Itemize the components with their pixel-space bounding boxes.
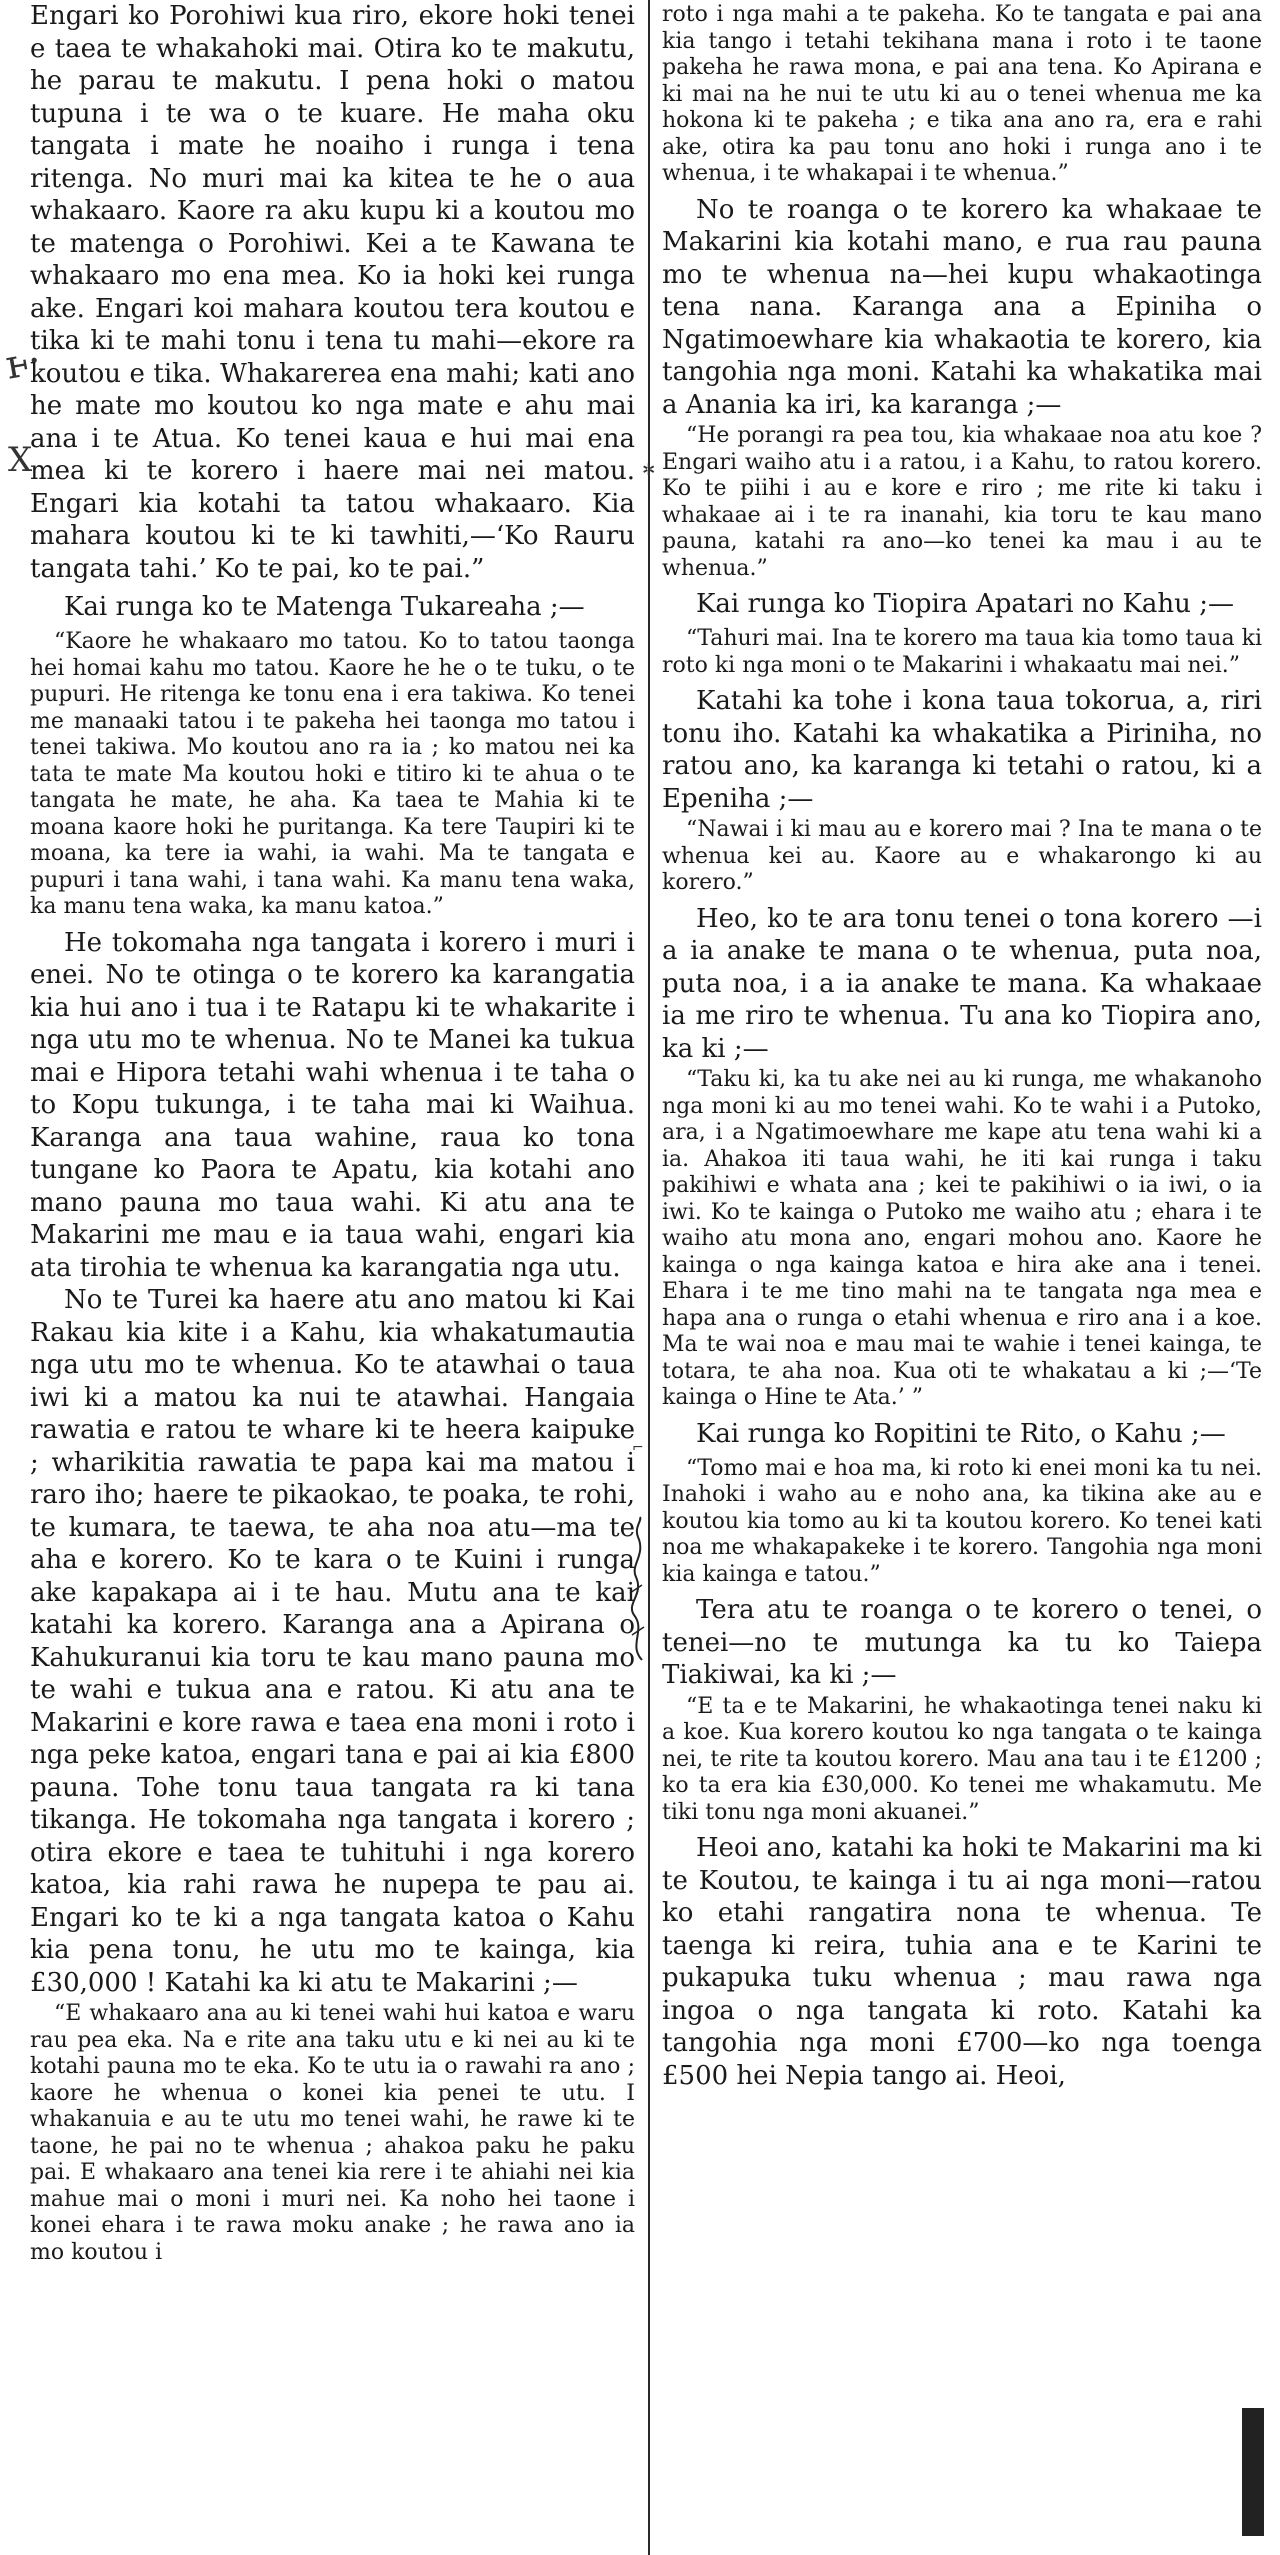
margin-bracket-mark: ⌐ <box>632 1440 644 1456</box>
right-column <box>662 0 1262 2092</box>
column-rule <box>648 0 650 2555</box>
body-paragraph: Heoi ano, katahi ka hoki te Makarini ma ki te Koutou, te kainga i tu ai nga moni—ratou ko etahi rangatira nona te whenua. Te taenga ki reira, tuhia ana e te Karini te pukapuka tuku whenua ; mau rawa nga ingoa o nga tangata ki roto. Katahi ka tangohia nga moni £700—ko nga toenga £500 hei Nepia tango ai. Heoi, <box>662 1833 1262 2091</box>
body-paragraph: Heo, ko te ara tonu tenei o tona korero —i a ia anake te mana o te whenua, puta noa, puta noa, i a ia anake te mana. Ka whakaae ia me riro te whenua. Tu ana ko Tiopira ano, ka ki ;— <box>662 903 1262 1064</box>
margin-x-mark: X <box>8 440 33 480</box>
body-paragraph: No te Turei ka haere atu ano matou ki Kai Rakau kia kite i a Kahu, kia whakatumautia nga utu mo te whenua. Ko te atawhai o taua iwi ki a matou ka nui te atawhai. Hangaia rawatia e ratou te whare ki te heera kaipuke ; wharikitia rawatia te papa kai ma matou i raro iho; haere te pikaokao, te poaka, te rohi, te kumara, te taewa, te aha noa atu—ma te aha e korero. Ko te kara o te Kuini i runga ake kapakapa ai i te hau. Mutu ana te kai katahi ka korero. Karanga ana a Apirana o Kahukuranui kia toru te kau mano pauna mo te wahi e tukua ana e ratou. Ki atu ana te Makarini e kore rawa e taea ena moni i roto i nga peke katoa, engari tana e pai ai kia £800 pauna. Tohe tonu taua tangata ra ki tana tikanga. He tokomaha nga tangata i korero ; otira ekore e taea te tuhituhi i nga korero katoa, kia rahi rawa he nupepa te pau ai. Engari ko te ki a nga tangata katoa o Kahu kia pena tonu, he utu mo te kainga, kia £30,000 ! Katahi ka ki atu te Makarini ;— <box>30 1285 635 1998</box>
quoted-speech: “Taku ki, ka tu ake nei au ki runga, me whakanoho nga moni ki au mo tenei wahi. Ko te wahi i a Putoko, ara, i a Ngatimoewhare me kape atu tena wahi ki a ia. Ahakoa iti taua wahi, he iti kai runga i taku pakihiwi e whata ana ; kei te pakihiwi o ia iwi, o ia iwi. Ko te kainga o Putoko me waiho atu ; ehara i te waiho atu mona ano, engari mohou ano. Kaore he kainga o nga kainga katoa e hira ake ana i tenei. Ehara i te me tino mahi na te tangata nga mea e hapa ana o runga o etahi whenua e riro ana i a koe. Ma te wai noa e mau mai te wahie i tenei kainga, te totara, te aha noa. Kua oti te whakatau a ki ;—‘Te kainga o Hine te Ata.’ ” <box>662 1067 1262 1410</box>
scan-edge-tab <box>1242 2408 1264 2536</box>
quoted-speech: “Tahuri mai. Ina te korero ma taua kia tomo taua ki roto ki nga moni o te Makarini i whakaatu mai nei.” <box>662 626 1262 678</box>
quoted-speech: “Nawai i ki mau au e korero mai ? Ina te mana o te whenua kei au. Kaore au e whakarongo ki au korero.” <box>662 817 1262 895</box>
body-paragraph: Tera atu te roanga o te korero o tenei, o tenei—no te mutunga ka tu ko Taiepa Tiakiwai, ka ki ;— <box>662 1595 1262 1690</box>
body-paragraph: Engari ko Porohiwi kua riro, ekore hoki tenei e taea te whakahoki mai. Otira ko te makutu, he parau te makutu. I pena hoki o matou tupuna i te wa o te kuare. He maha oku tangata i mate he noaiho i runga i tena ritenga. No muri mai ka kitea te he o aua whakaaro. Kaore ra aku kupu ki a koutou mo te matenga o Porohiwi. Kei a te Kawana te whakaaro mo ena mea. Ko ia hoki kei runga ake. Engari koi mahara koutou tera koutou e tika ki te mahi tonu i tena tu mahi—ekore ra koutou e tika. Whakarerea ena mahi; kati ano he mate mo koutou ko nga mate e ahu mai ana i te Atua. Ko tenei kaua e hui mai ena mea ki te korero i haere mai nei matou. Engari kia kotahi ta tatou whakaaro. Kia mahara koutou ki te ki tawhiti,—‘Ko Rauru tangata tahi.’ Ko te pai, ko te pai.” <box>30 1 635 584</box>
quoted-speech: “E whakaaro ana au ki tenei wahi hui katoa e waru rau pea eka. Na e rite ana taku utu e ki nei au ki te kotahi pauna mo te eka. Ko te utu ia o rawahi ra ano ; kaore he whenua o konei kia penei te utu. I whakanuia e au te utu mo tenei wahi, he rawe ki te taone, he pai no te whenua ; ahakoa paku he paku pai. E whakaaro ana tenei kia rere i te ahiahi nei kia mahue mai o moni i muri nei. Ka noho hei taone i konei ehara i te rawa moku anake ; he rawa ano ia mo koutou i <box>30 2001 635 2265</box>
quoted-speech: “Tomo mai e hoa ma, ki roto ki enei moni ka tu nei. Inahoki i waho au e noho ana, ka tikina ake au e koutou kia tomo au ki ta koutou korero. Ko tenei kati noa me whakapakeke i te korero. Tangohia nga moni kia kainga e tatou.” <box>662 1455 1262 1587</box>
margin-star-mark: ✲ <box>642 460 656 479</box>
left-column <box>30 0 635 2272</box>
body-paragraph: No te roanga o te korero ka whakaae te Makarini kia kotahi mano, e rua rau pauna mo te whenua na—hei kupu whakaotinga tena nana. Karanga ana a Epiniha o Ngatimoewhare kia whakaotia te korero, kia tangohia nga moni. Katahi ka whakatika mai a Anania ka iri, ka karanga ;— <box>662 194 1262 420</box>
body-paragraph: He tokomaha nga tangata i korero i muri i enei. No te otinga o te korero ka karangatia kia hui ano i tua i te Ratapu ki te whakarite i nga utu mo te whenua. No te Manei ka tukua mai e Hipora tetahi wahi whenua i te taha o to Kopu tukunga, i te taha mai ki Waihua. Karanga ana taua wahine, raua ko tona tungane ko Paora te Apatu, kia kotahi ano mano pauna mo taua wahi. Ki atu ana te Makarini me mau e ia taua wahi, engari kia ata tirohia te whenua ka karangatia nga utu. <box>30 927 635 1283</box>
quoted-speech: roto i nga mahi a te pakeha. Ko te tangata e pai ana kia tango i tetahi tekihana mana i roto i te taone pakeha he rawa mona, e pai ana tena. Ko Apirana e ki mai na he nui te utu ki au o tenei whenua me ka hokona ki te pakeha ; e tika ana ano ra, era e rahi ake, otira ka pau tonu ano hoki i runga ano i te whenua, i te whakapai i te whenua.” <box>662 2 1262 186</box>
speaker-heading: Kai runga ko Ropitini te Rito, o Kahu ;— <box>696 1418 1226 1449</box>
quoted-speech: “He porangi ra pea tou, kia whakaae noa atu koe ? Engari waiho atu i a ratou, i a Kahu, to ratou korero. Ko te piihi i au e kore e riro ; me rite ki taku i whakaae ai i te ra inanahi, kia toru te kau mano pauna, katahi ra ano—ko tenei ka mau i au te whenua.” <box>662 423 1262 581</box>
quoted-speech: “E ta e te Makarini, he whakaotinga tenei naku ki a koe. Kua korero koutou ko nga tangata o te kainga nei, te rite ta koutou korero. Mau ana tau i te £1200 ; ko ta era kia £30,000. Ko tenei me whakamutu. Me tiki tonu nga moni akuanei.” <box>662 1693 1262 1825</box>
margin-pencil-mark: ⱶ· <box>2 337 45 389</box>
speaker-heading: Kai runga ko Tiopira Apatari no Kahu ;— <box>696 589 1234 619</box>
speaker-heading: Kai runga ko te Matenga Tukareaha ;— <box>64 592 585 622</box>
body-paragraph: Katahi ka tohe i kona taua tokorua, a, riri tonu iho. Katahi ka whakatika a Piriniha, no ratou ano, ka karanga ki tetahi o ratou, ki a Epeniha ;— <box>662 686 1262 814</box>
quoted-speech: “Kaore he whakaaro mo tatou. Ko to tatou taonga hei homai kahu mo tatou. Kaore he he o te tuku, o te pupuri. He ritenga ke tonu ena i era takiwa. Ko tenei me manaaki tatou i te pakeha hei taonga mo tatou i tenei takiwa. Mo koutou ano ra ia ; ko matou nei ka tata te mate Ma koutou hoki e titiro ki te ahua o te tangata he mate, he aha. Ka taea te Mahia ki te moana kaore hoki he puritanga. Ka tere Taupiri ki te moana, ka tere ia wahi, ia wahi. Ma te tangata e pupuri i tana wahi, i tana wahi. Ka manu tena waka, ka manu tena waka, ka manu katoa.” <box>30 629 635 919</box>
